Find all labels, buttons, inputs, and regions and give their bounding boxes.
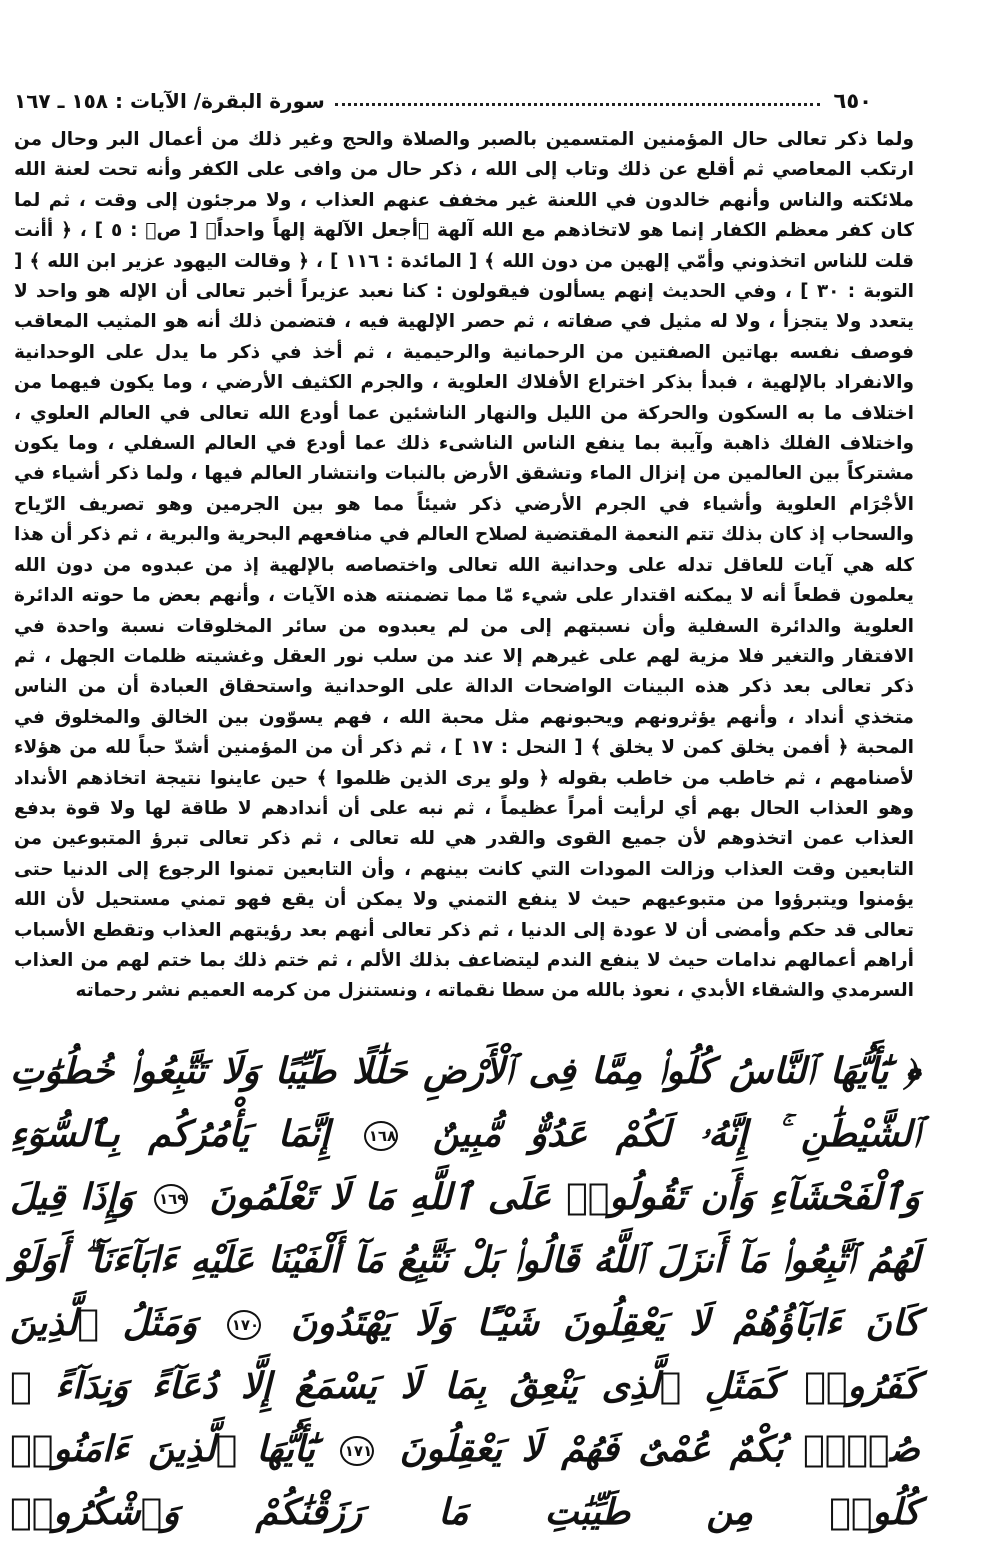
verse-number-marker: ١٦٩ xyxy=(154,1184,188,1214)
commentary-paragraph: ولما ذكر تعالى حال المؤمنين المتسمين بالصبر والصلاة والحج وغير ذلك من أعمال البر وحال من ارتكب المعاصي ثم أقلع عن ذلك وتاب إلى الله ، ذكر حال من وافى على الكفر وأنه تحت لعنة الله ملائكته والناس وأنهم خالدون في اللعنة غير مخفف عنهم العذاب ، ولا مرجئون إلى وقت ، ثم لما كان كفر معظم الكفار إنما هو لاتخاذهم مع الله آلهة ﴿أجعل الآلهة إلهاً واحداً﴾ [ صۤ : ٥ ] ، ﴿ أأنت قلت للناس اتخذوني وأمّي إلهين من دون الله ﴾ [ المائدة : ١١٦ ] ، ﴿ وقالت اليهود عزير ابن الله ﴾ [ التوبة : ٣٠ ] ، وفي الحديث إنهم يسألون فيقولون : كنا نعبد عزيراً أخبر تعالى أن الإله هو واحد لا يتعدد ولا يتجزأ ، ولا له مثيل في صفاته ، ثم حصر الإلهية فيه ، فتضمن ذلك أنه هو المثيب المعاقب فوصف نفسه بهاتين الصفتين من الرحمانية والرحيمية ، ثم أخذ في ذكر ما يدل على الوحدانية والانفراد بالإلهية ، فبدأ بذكر اختراع الأفلاك العلوية ، والجرم الكثيف الأرضي ، وما يكون فيهما من اختلاف ما به السكون والحركة من الليل والنهار الناشئين عما أودع الله تعالى في العالم العلوي ، واختلاف الفلك ذاهبة وآيبة بما ينفع الناس الناشىء ذلك عما أودع في العالم السفلي ، وما يكون مشتركاً بين العالمين من إنزال الماء وتشقق الأرض بالنبات وانتشار العالم فيها ، ولما ذكر أشياء في الأجْرَام العلوية وأشياء في الجرم الأرضي ذكر شيئاً مما هو بين الجرمين وهو تصريف الرّياح والسحاب إذ كان بذلك تتم النعمة المقتضية لصلاح العالم في منافعهم البحرية والبرية ، ثم ذكر أن هذا كله هي آيات للعاقل تدله على وحدانية الله تعالى واختصاصه بالإلهية إذ من عبدوه من دون الله يعلمون قطعاً أنه لا يمكنه اقتدار على شيء مّا مما تضمنته هذه الآيات ، وأنهم بعض ما حوته الدائرة العلوية والدائرة السفلية وأن نسبتهم إلى من لم يعبدوه من سائر المخلوقات نسبة واحدة في الافتقار والتغير فلا مزية لهم على غيرهم إلا عند من سلب نور العقل وغشيته ظلمات الجهل ، ثم ذكر تعالى بعد ذكر هذه البينات الواضحات الدالة على الوحدانية واستحقاق العبادة أن من الناس متخذي أنداد ، وأنهم يؤثرونهم ويحبونهم مثل محبة الله ، فهم يسوّون بين الخالق والمخلوق في المحبة ﴿ أفمن يخلق كمن لا يخلق ﴾ [ النحل : ١٧ ] ، ثم ذكر أن من المؤمنين أشدّ حباً لله من هؤلاء لأصنامهم ، ثم خاطب من خاطب بقوله ﴿ ولو يرى الذين ظلموا ﴾ حين عاينوا نتيجة اتخاذهم الأنداد وهو العذاب الحال بهم أي لرأيت أمراً عظيماً ، ثم نبه على أن أندادهم لا طاقة لها ولا قوة بدفع العذاب عمن اتخذوهم لأن جميع القوى والقدر هي لله تعالى ، ثم ذكر تعالى تبرؤ المتبوعين من التابعين وقت العذاب وزالت المودات التي كانت بينهم ، وأن التابعين تمنوا الرجوع إلى الدنيا حتى يؤمنوا ويتبرؤوا من متبوعيهم حيث لا ينفع التمني ولا يمكن أن يقع فهو تمني مستحيل لأن الله تعالى قد حكم وأمضى أن لا عودة إلى الدنيا ، ثم ذكر تعالى أنهم بعد رؤيتهم العذاب وتقطع الأسباب أراهم أعمالهم ندامات حيث لا ينفع الندم ليتضاعف بذلك الألم ، ثم ختم ذلك بما ختم لهم من العذاب السرمدي والشقاء الأبدي ، نعوذ بالله من سطا نقماته ، ونستنزل من كرمه العميم نشر رحماته xyxy=(14,129,915,1002)
verse-number-marker: ١٧٠ xyxy=(227,1310,261,1340)
verse-text: وَإِذَا قِيلَ لَهُمُ ٱتَّبِعُوا۟ مَآ أَنزَلَ ٱللَّهُ قَالُوا۟ بَلْ نَتَّبِعُ مَآ أَلْفَيْنَا عَلَيْهِ ءَابَآءَنَآ ۗ أَوَلَوْ كَانَ ءَابَآؤُهُمْ لَا يَعْقِلُونَ شَيْـًٔا وَلَا يَهْتَدُونَ xyxy=(10,1177,920,1344)
quran-verses xyxy=(10,1040,920,1544)
verse-text: وَمَثَلُ ٱلَّذِينَ كَفَرُوا۟ كَمَثَلِ ٱلَّذِى يَنْعِقُ بِمَا لَا يَسْمَعُ إِلَّا دُعَآءً وَنِدَآءً ۚ صُمٌّۢ بُكْمٌ عُمْىٌ فَهُمْ لَا يَعْقِلُونَ xyxy=(10,1303,920,1470)
header-dot-leader xyxy=(335,101,820,106)
verse-text: ﴿ يَٰٓأَيُّهَا ٱلنَّاسُ كُلُوا۟ مِمَّا فِى ٱلْأَرْضِ حَلَٰلًا طَيِّبًا وَلَا تَتَّبِعُوا۟ خُطُوَٰتِ ٱلشَّيْطَٰنِ ۚ إِنَّهُۥ لَكُمْ عَدُوٌّ مُّبِينٌ xyxy=(10,1051,920,1155)
verse-text: يَٰٓأَيُّهَا ٱلَّذِينَ ءَامَنُوا۟ كُلُوا۟ مِن طَيِّبَٰتِ مَا رَزَقْنَٰكُمْ وَٱشْكُرُوا۟ xyxy=(10,1429,920,1533)
verse-number-marker: ١٦٨ xyxy=(364,1121,398,1151)
commentary-text xyxy=(14,125,914,1007)
running-title: سورة البقرة/ الآيات : ١٥٨ ـ ١٦٧ xyxy=(14,89,325,113)
page-number: ٦٥٠ xyxy=(833,89,872,113)
verse-text: إِنَّمَا يَأْمُرُكُم بِٱلسُّوٓءِ وَٱلْفَحْشَآءِ وَأَن تَقُولُوا۟ عَلَى ٱللَّهِ مَا لَا تَعْلَمُونَ xyxy=(10,1114,920,1218)
page-header xyxy=(14,84,872,118)
verse-number-marker: ١٧١ xyxy=(340,1436,374,1466)
